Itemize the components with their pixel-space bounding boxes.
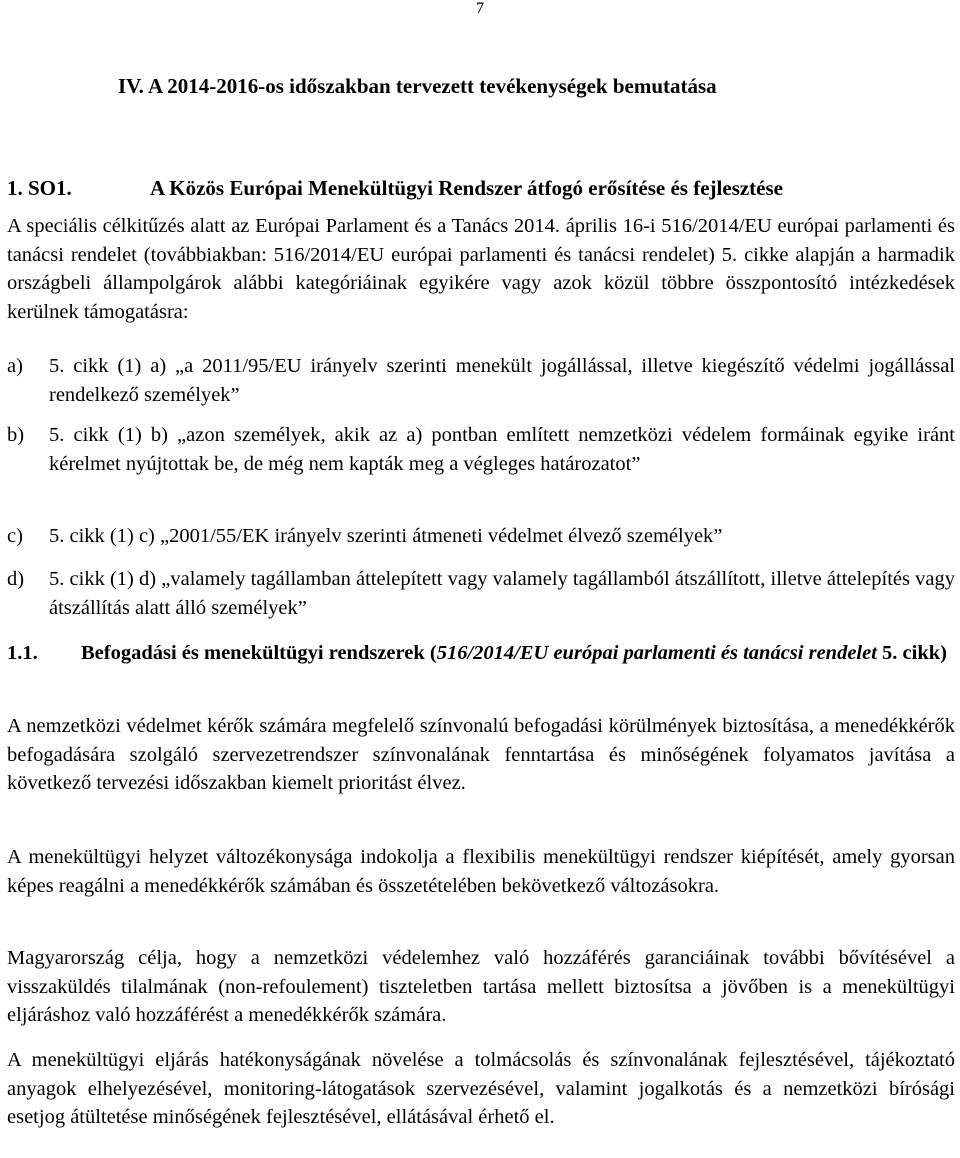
- subsubsection-regulation: 516/2014/EU európai parlamenti és tanácsi rendelet: [436, 642, 877, 664]
- paragraph-reception: A nemzetközi védelmet kérők számára megfelelő színvonalú befogadási körülmények biztosítása, a menedékkérők befogadására szolgáló szervezetrendszer színvonalának fenntartása és minőségének folyamatos javítása a következő tervezési időszakban kiemelt prioritást élvez.: [7, 715, 955, 795]
- list-text: 5. cikk (1) b) „azon személyek, akik az a) pontban említett nemzetközi védelem formáinak egyike iránt kérelmet nyújtottak be, de még nem kapták meg a végleges határozatot”: [49, 424, 955, 475]
- subsection-title: A Közös Európai Menekültügyi Rendszer átfogó erősítése és fejlesztése: [150, 176, 783, 200]
- list-item-a: [7, 352, 955, 409]
- list-letter: c): [7, 525, 23, 547]
- subsubsection-suffix: 5. cikk): [876, 642, 947, 664]
- subsection-heading: [7, 176, 955, 201]
- subsubsection-number: 1.1.: [7, 642, 38, 664]
- subsubsection-heading: [7, 639, 955, 668]
- list-letter: a): [7, 355, 23, 377]
- list-text: 5. cikk (1) a) „a 2011/95/EU irányelv szerinti menekült jogállással, illetve kiegészítő védelmi jogállással rendelkező személyek”: [49, 355, 955, 406]
- list-item-d: [7, 565, 955, 622]
- paragraph-efficiency: A menekültügyi eljárás hatékonyságának növelése a tolmácsolás és színvonalának fejlesztésével, tájékoztató anyagok elhelyezésével, monitoring-látogatások szervezésével, valamint jogalkotás és a nemzetközi bírósági esetjog átültetése minőségének fejlesztésével, ellátásával érhető el.: [7, 1049, 955, 1129]
- list-text: 5. cikk (1) d) „valamely tagállamban áttelepített vagy valamely tagállamból átszállított, illetve áttelepítés vagy átszállítás alatt álló személyek”: [49, 568, 955, 619]
- subsection-number: 1. SO1.: [7, 176, 72, 200]
- paragraph-access: Magyarország célja, hogy a nemzetközi védelemhez való hozzáférés garanciáinak további bővítésével a visszaküldés tilalmának (non-refoulement) tiszteletben tartása mellett biztosítsa a jövőben is a menekültügyi eljáráshoz való hozzáférést a menedékkérők számára.: [7, 947, 955, 1027]
- subsubsection-title: Befogadási és menekültügyi rendszerek (: [81, 642, 437, 664]
- list-letter: b): [7, 424, 25, 446]
- paragraph-flexibility: A menekültügyi helyzet változékonysága indokolja a flexibilis menekültügyi rendszer kiépítését, amely gyorsan képes reagálni a menedékkérők számában és összetételében bekövetkező változásokra.: [7, 846, 955, 897]
- list-letter: d): [7, 568, 25, 590]
- section-title: IV. A 2014-2016-os időszakban tervezett tevékenységek bemutatása: [118, 74, 717, 98]
- intro-paragraph: A speciális célkitűzés alatt az Európai Parlament és a Tanács 2014. április 16-i 516/2014/EU európai parlamenti és tanácsi rendelet (továbbiakban: 516/2014/EU európai parlamenti és tanácsi rendelet) 5. cikke alapján a harmadik országbeli állampolgárok alábbi kategóriáinak egyikére vagy azok közül többre összpontosító intézkedések kerülnek támogatásra:: [7, 215, 955, 324]
- list-text: 5. cikk (1) c) „2001/55/EK irányelv szerinti átmeneti védelmet élvező személyek”: [49, 525, 723, 547]
- page-number: 7: [476, 0, 484, 17]
- list-item-c: [7, 522, 955, 551]
- list-item-b: [7, 421, 955, 478]
